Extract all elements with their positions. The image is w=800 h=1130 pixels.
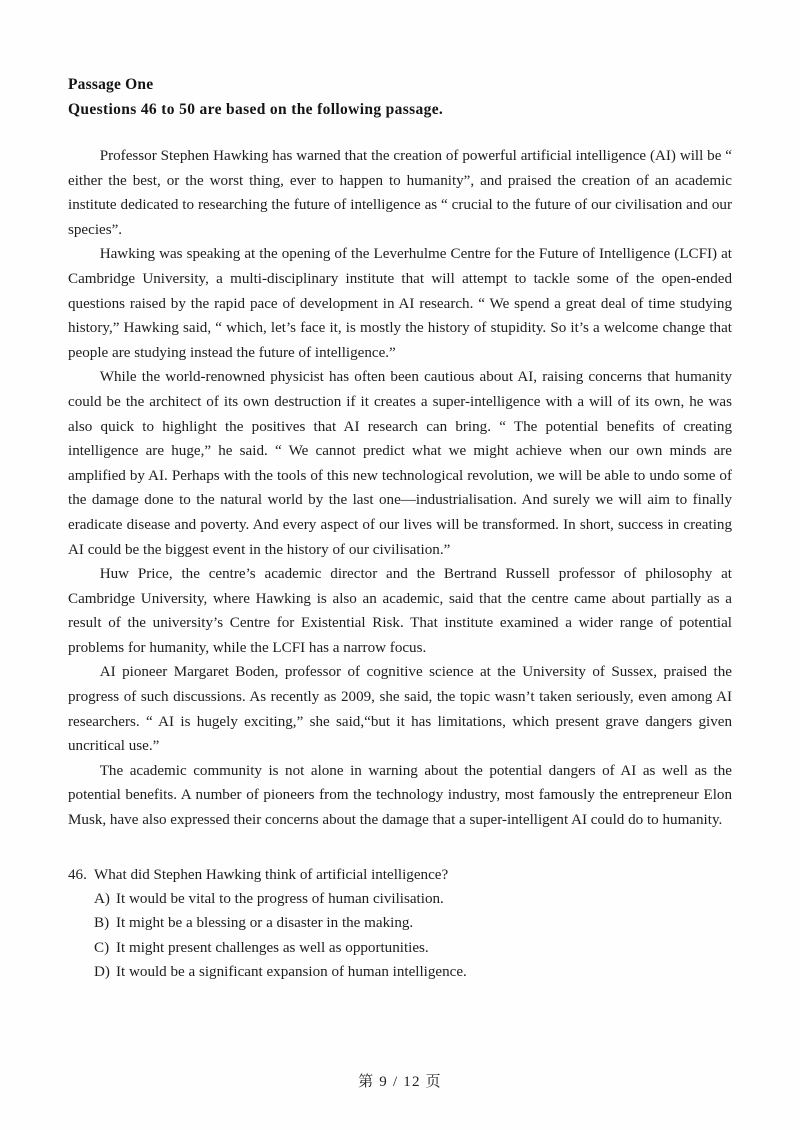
option-text: It would be a significant expansion of human intelligence.	[116, 964, 467, 981]
option-letter: A)	[94, 891, 110, 908]
questions-list	[68, 863, 732, 985]
passage-paragraph: AI pioneer Margaret Boden, professor of cognitive science at the University of Sussex, praised the progress of such discussions. As recently as 2009, she said, the topic wasn’t taken seriously, even among AI researchers. “ AI is hugely exciting,” she said,“but it has limitations, which present grave dangers given uncritical use.”	[68, 664, 732, 755]
answer-option-a[interactable]	[94, 887, 732, 911]
question-text: What did Stephen Hawking think of artificial intelligence?	[94, 866, 449, 883]
page-content	[68, 72, 732, 985]
option-text: It would be vital to the progress of human civilisation.	[116, 891, 444, 908]
passage-paragraph: The academic community is not alone in warning about the potential dangers of AI as well as the potential benefits. A number of pioneers from the technology industry, most famously the entrepreneur Elon Musk, have also expressed their concerns about the damage that a super-intelligent AI could do to humanity.	[68, 762, 732, 829]
page-footer: 第 9 / 12 页	[358, 1074, 442, 1090]
option-letter: C)	[94, 939, 110, 956]
passage-paragraph: Professor Stephen Hawking has warned that the creation of powerful artificial intelligence (AI) will be “ either the best, or the worst thing, ever to happen to humanity”, and praised the creation of an academic institute dedicated to researching the future of intelligence as “ crucial to the future of our civilisation and our species”.	[68, 148, 732, 238]
option-text: It might be a blessing or a disaster in the making.	[116, 915, 414, 932]
answer-option-d[interactable]	[94, 960, 732, 984]
passage-paragraph: Huw Price, the centre’s academic director and the Bertrand Russell professor of philosophy at Cambridge University, where Hawking is also an academic, said that the centre came about partially as a result of the university’s Centre for Existential Risk. That institute examined a wider range of potential problems for humanity, while the LCFI has a narrow focus.	[68, 566, 732, 656]
option-letter: D)	[94, 964, 110, 981]
passage-section-title: Passage One	[68, 76, 154, 93]
option-text: It might present challenges as well as opportunities.	[116, 939, 429, 956]
answer-option-c[interactable]	[94, 936, 732, 960]
question-item	[68, 863, 732, 887]
questions-instruction: Questions 46 to 50 are based on the following passage.	[68, 101, 444, 118]
passage-paragraph: While the world-renowned physicist has often been cautious about AI, raising concerns that humanity could be the architect of its own destruction if it creates a super-intelligence with a will of its own, he was also quick to highlight the positives that AI research can bring. “ The potential benefits of creating intelligence are huge,” he said. “ We cannot predict what we might achieve when our own minds are amplified by AI. Perhaps with the tools of this new technological revolution, we will be able to undo some of the damage done to the natural world by the last one—industrialisation. And surely we will aim to finally eradicate disease and poverty. And every aspect of our lives will be transformed. In short, success in creating AI could be the biggest event in the history of our civilisation.”	[68, 369, 732, 558]
question-number: 46.	[68, 866, 87, 883]
option-letter: B)	[94, 915, 110, 932]
passage-body	[68, 144, 732, 833]
answer-option-b[interactable]	[94, 911, 732, 935]
passage-paragraph: Hawking was speaking at the opening of the Leverhulme Centre for the Future of Intelligence (LCFI) at Cambridge University, a multi-disciplinary institute that will attempt to tackle some of the open-ended questions raised by the rapid pace of development in AI research. “ We spend a great deal of time studying history,” Hawking said, “ which, let’s face it, is mostly the history of stupidity. So it’s a welcome change that people are studying instead the future of intelligence.”	[68, 246, 732, 361]
